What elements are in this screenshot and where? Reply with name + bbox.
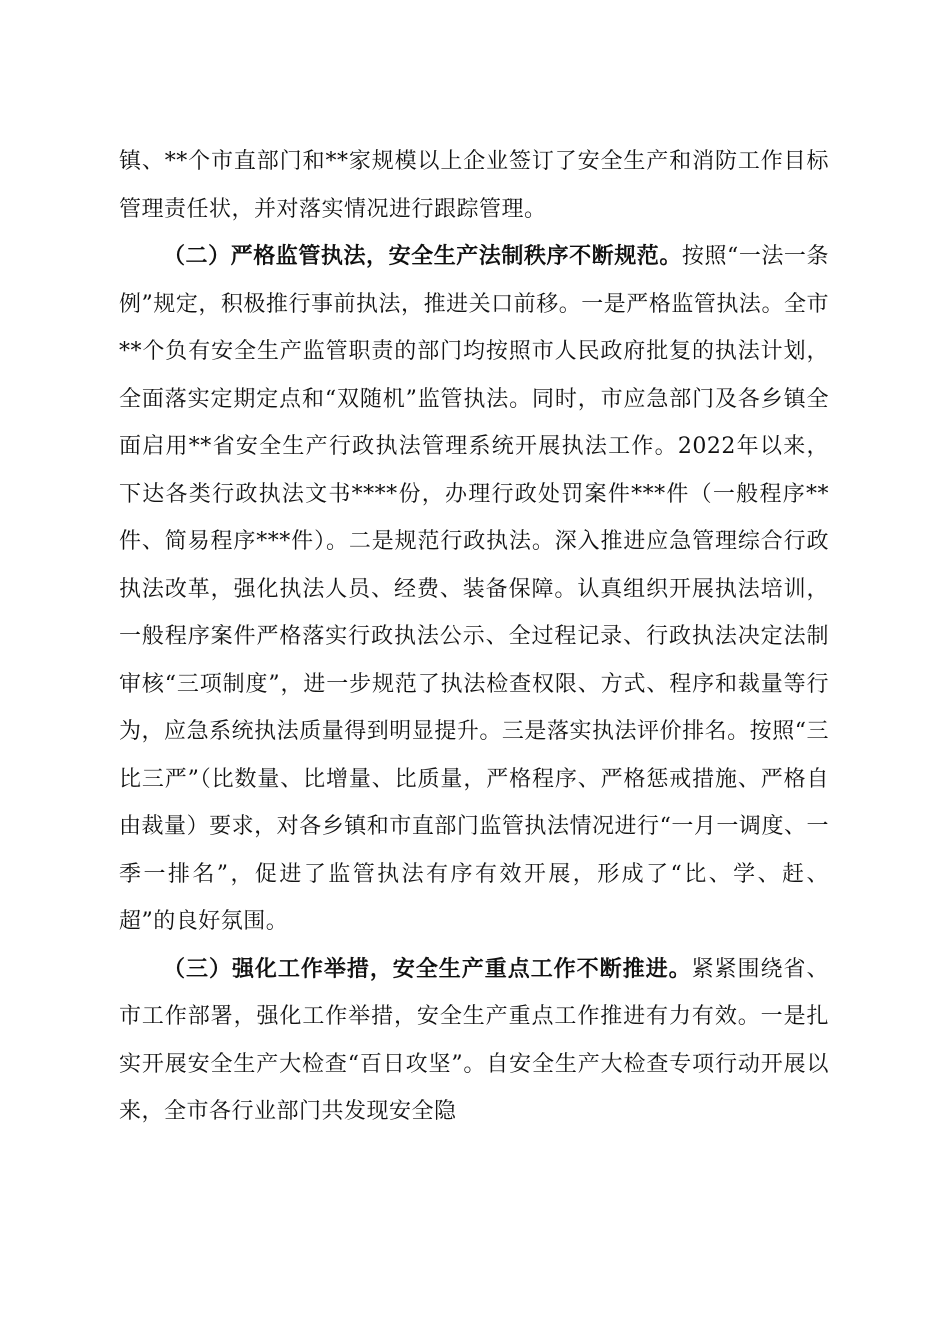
- paragraph-section-3: [119, 946, 829, 1136]
- paragraph-body: 按照“一法一条例”规定，积极推行事前执法，推进关口前移。一是严格监管执法。全市**个负有安全生产监管职责的部门均按照市人民政府批复的执法计划，全面落实定期定点和“双随机”监管执法。同时，市应急部门及各乡镇全面启用**省安全生产行政执法管理系统开展执法工作。2022年以来，下达各类行政执法文书****份，办理行政处罚案件***件（一般程序**件、简易程序***件）。二是规范行政执法。深入推进应急管理综合行政执法改革，强化执法人员、经费、装备保障。认真组织开展执法培训，一般程序案件严格落实行政执法公示、全过程记录、行政执法决定法制审核“三项制度”，进一步规范了执法检查权限、方式、程序和裁量等行为，应急系统执法质量得到明显提升。三是落实执法评价排名。按照“三比三严”（比数量、比增量、比质量，严格程序、严格惩戒措施、严格自由裁量）要求，对各乡镇和市直部门监管执法情况进行“一月一调度、一季一排名”，促进了监管执法有序有效开展，形成了“比、学、赶、超”的良好氛围。: [119, 244, 829, 934]
- section-heading: （三）强化工作举措，安全生产重点工作不断推进。: [163, 955, 692, 982]
- paragraph-body: 紧紧围绕省、市工作部署，强化工作举措，安全生产重点工作推进有力有效。一是扎实开展安全生产大检查“百日攻坚”。自安全生产大检查专项行动开展以来，全市各行业部门共发现安全隐: [119, 956, 829, 1124]
- paragraph-body: 镇、**个市直部门和**家规模以上企业签订了安全生产和消防工作目标管理责任状，并对落实情况进行跟踪管理。: [119, 149, 829, 222]
- paragraph-continuation: [119, 138, 829, 233]
- document-body: [119, 138, 829, 1136]
- section-heading: （二）严格监管执法，安全生产法制秩序不断规范。: [163, 243, 682, 269]
- paragraph-section-2: [119, 233, 829, 946]
